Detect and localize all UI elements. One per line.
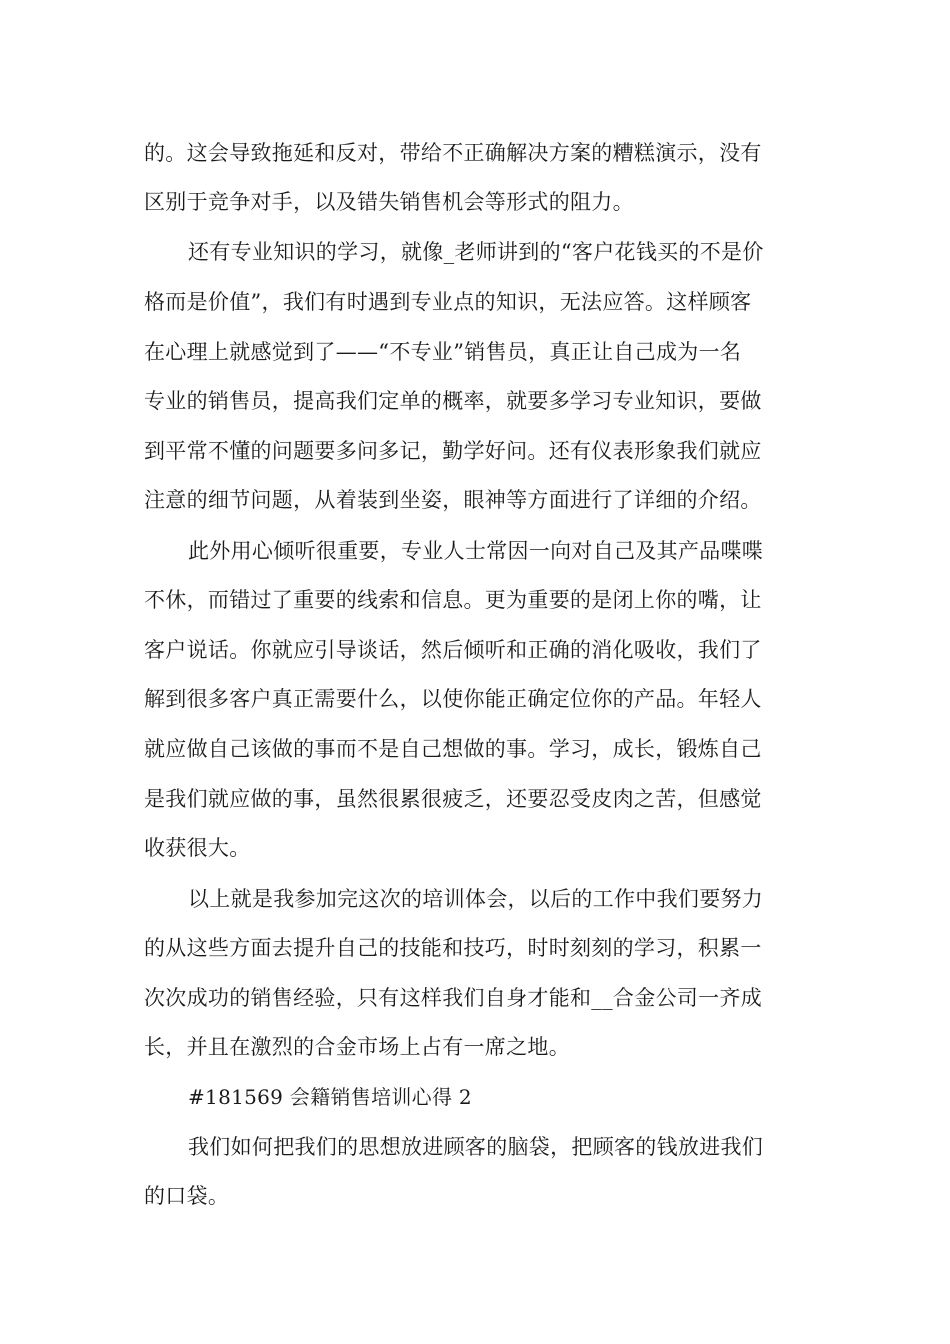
paragraph-line: 收获很大。 [144,836,251,860]
paragraph-line: 是我们就应做的事，虽然很累很疲乏，还要忍受皮肉之苦，但感觉 [144,787,762,811]
paragraph-line: 就应做自己该做的事而不是自己想做的事。学习，成长，锻炼自己 [144,737,762,761]
paragraph-line: 解到很多客户真正需要什么，以使你能正确定位你的产品。年轻人 [144,687,762,711]
paragraph-line: 不休，而错过了重要的线索和信息。更为重要的是闭上你的嘴，让 [144,588,762,612]
paragraph-line: 我们如何把我们的思想放进顾客的脑袋，把顾客的钱放进我们 [188,1135,764,1159]
paragraph-line: 在心理上就感觉到了——“不专业”销售员，真正让自己成为一名 [144,340,742,364]
paragraph-line: 此外用心倾听很重要，专业人士常因一向对自己及其产品喋喋 [188,539,764,563]
paragraph-line: 次次成功的销售经验，只有这样我们自身才能和__合金公司一齐成 [144,986,762,1010]
paragraph-line: 长，并且在激烈的合金市场上占有一席之地。 [144,1035,570,1059]
paragraph-line: 的口袋。 [144,1184,230,1208]
section-heading: #181569 会籍销售培训心得 2 [188,1085,472,1109]
paragraph-line: 的。这会导致拖延和反对，带给不正确解决方案的糟糕演示，没有 [144,141,762,165]
paragraph-line: 专业的销售员，提高我们定单的概率，就要多学习专业知识，要做 [144,389,762,413]
paragraph-line: 还有专业知识的学习，就像_老师讲到的“客户花钱买的不是价 [188,240,764,264]
paragraph-line: 到平常不懂的问题要多问多记，勤学好问。还有仪表形象我们就应 [144,439,762,463]
paragraph-line: 注意的细节问题，从着装到坐姿，眼神等方面进行了详细的介绍。 [144,488,762,512]
paragraph-line: 格而是价值”，我们有时遇到专业点的知识，无法应答。这样顾客 [144,290,752,314]
paragraph-line: 客户说话。你就应引导谈话，然后倾听和正确的消化吸收，我们了 [144,638,762,662]
paragraph-line: 的从这些方面去提升自己的技能和技巧，时时刻刻的学习，积累一 [144,936,762,960]
paragraph-line: 以上就是我参加完这次的培训体会，以后的工作中我们要努力 [188,887,764,911]
paragraph-line: 区别于竞争对手，以及错失销售机会等形式的阻力。 [144,190,634,214]
